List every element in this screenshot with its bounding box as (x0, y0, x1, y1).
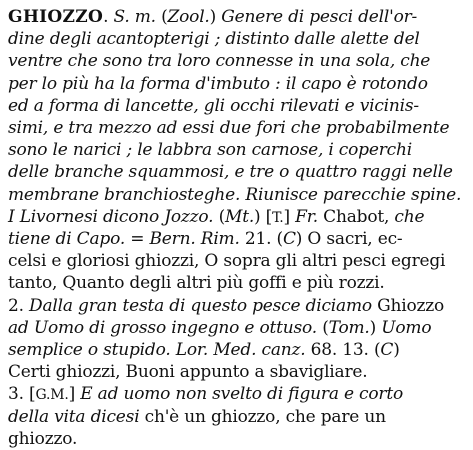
entry-text: C (282, 229, 296, 249)
entry-line (8, 95, 465, 117)
entry-line (8, 317, 465, 339)
entry-text: G.M. (35, 387, 69, 404)
entry-line (8, 117, 465, 139)
entry-text: S. m. (113, 7, 156, 27)
entry-text: Chabot, (317, 206, 395, 227)
entry-text: che (394, 206, 425, 227)
entry-text: Ghiozzo (371, 295, 445, 316)
entry-text: per lo più ha la forma d'imbuto : il capo è rotondo (8, 73, 428, 94)
entry-line (8, 428, 465, 450)
entry-text: ( (213, 206, 225, 227)
entry-line (8, 406, 465, 428)
entry-text: . (103, 7, 114, 27)
entry-text: ) O sacri, ec- (295, 229, 403, 249)
entry-text: celsi e gloriosi ghiozzi, O sopra gli altri pesci egregi (8, 251, 446, 272)
entry-line (8, 206, 465, 228)
entry-line (8, 339, 465, 361)
entry-text: T. (272, 209, 284, 226)
entry-line (8, 6, 465, 28)
entry-line (8, 228, 465, 250)
entry-text: ) (369, 317, 382, 338)
entry-text: 2. (8, 295, 30, 316)
entry-text: ch'è un ghiozzo, che pare un (139, 406, 386, 427)
entry-text: 68. 13. ( (305, 340, 381, 360)
entry-text: ] (68, 384, 81, 405)
entry-text: E ad uomo non svelto di figura e corto (80, 384, 404, 405)
entry-text: Dalla gran testa di questo pesce diciamo (29, 295, 372, 316)
entry-text: ) (209, 7, 222, 27)
entry-line (8, 184, 465, 206)
entry-line (8, 73, 465, 95)
entry-text: semplice o stupido. (8, 340, 171, 360)
entry-line (8, 361, 465, 383)
entry-text: 21. ( (239, 229, 283, 249)
entry-text: 3. [ (8, 384, 36, 405)
entry-text: Uomo (381, 317, 432, 338)
entry-line (8, 161, 465, 183)
entry-text: ad Uomo di grosso ingegno e ottuso. (8, 317, 317, 338)
entry-text: ghiozzo. (8, 428, 78, 449)
entry-text: membrane branchiosteghe. Riunisce parecchie spine. (8, 184, 462, 205)
entry-text: ) [ (254, 206, 273, 227)
entry-text: ] (283, 206, 296, 227)
entry-line (8, 28, 465, 50)
entry-text: Certi ghiozzi, Buoni appunto a sbavigliare. (8, 362, 368, 383)
entry-text: dine degli acantopterigi ; distinto dalle alette del (8, 29, 420, 50)
entry-line (8, 272, 465, 294)
entry-text: Bern. Rim. (149, 229, 240, 249)
entry-text: Zool. (167, 7, 210, 27)
entry-text: Genere di pesci dell'or- (221, 7, 418, 27)
headword: GHIOZZO (8, 7, 104, 27)
entry-text: ventre che sono tra loro connesse in una sola, che (8, 51, 431, 72)
entry-text: della vita dicesi (8, 406, 140, 427)
entry-text: sono le narici ; le labbra son carnose, i coperchi (8, 140, 412, 161)
entry-line (8, 50, 465, 72)
entry-text: ed a forma di lancette, gli occhi rilevati e vicinis- (8, 95, 419, 116)
entry-text: ( (155, 7, 168, 27)
entry-text: I Livornesi dicono Jozzo. (8, 206, 214, 227)
entry-text: tiene di Capo. (8, 229, 126, 249)
entry-text: delle branche squammosi, e tre o quattro raggi nelle (8, 162, 453, 183)
entry-text: Fr. (295, 206, 318, 227)
entry-text: Mt. (225, 206, 255, 227)
entry-text: Lor. Med. canz. (175, 340, 306, 360)
entry-text: tanto, Quanto degli altri più goffi e più rozzi. (8, 273, 385, 294)
entry-line (8, 139, 465, 161)
entry-line (8, 383, 465, 405)
entry-text: C (380, 340, 394, 360)
entry-line (8, 295, 465, 317)
entry-text: ( (316, 317, 329, 338)
entry-text: simi, e tra mezzo ad essi due fori che probabilmente (8, 118, 450, 138)
entry-text: Tom. (328, 317, 370, 338)
entry-text: = (125, 229, 150, 249)
entry-line (8, 250, 465, 272)
entry-text: ) (393, 340, 400, 360)
